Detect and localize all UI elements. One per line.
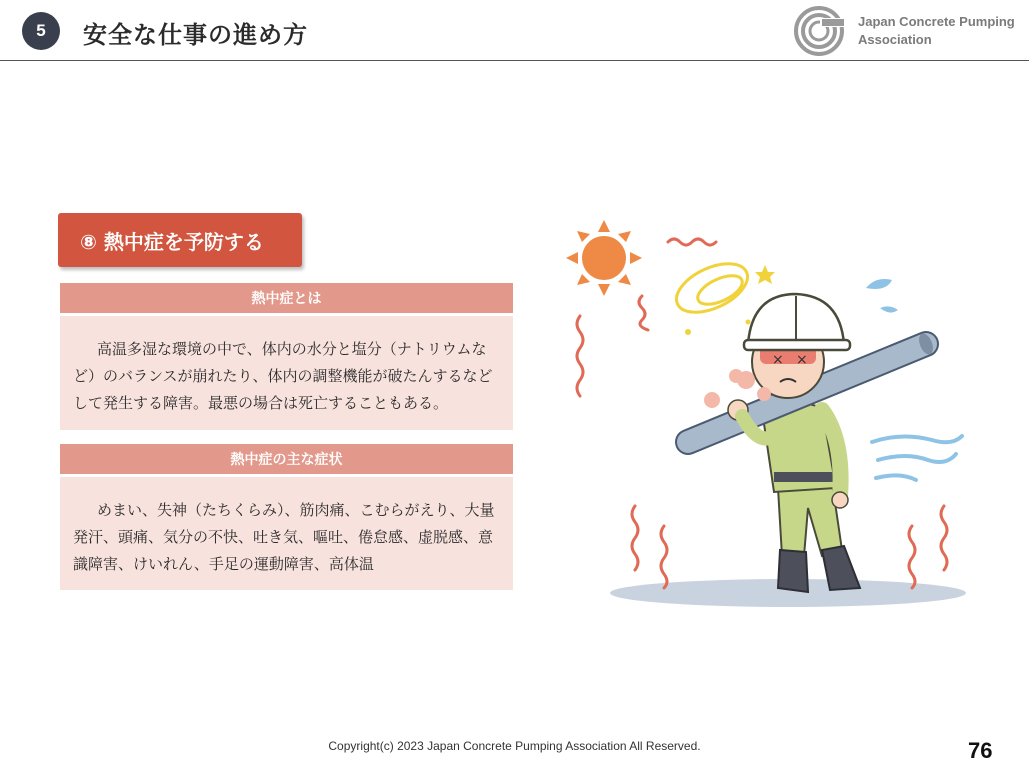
page-header (0, 0, 1029, 60)
org-line-1: Japan Concrete Pumping (858, 14, 1015, 29)
page-number: 76 (968, 738, 993, 763)
sweat-drops (866, 279, 898, 313)
symptoms-box-text: めまい、失神（たちくらみ）、筋肉痛、こむらがえり、大量発汗、頭痛、気分の不快、吐き気、嘔吐、倦怠感、虚脱感、意識障害、けいれん、手足の運動障害、高体温 (60, 477, 513, 590)
svg-text:×: × (796, 352, 808, 368)
organization-name (858, 13, 1028, 49)
sun-icon (566, 220, 642, 296)
left-boot (778, 550, 808, 592)
definition-box-title: 熱中症とは (60, 283, 513, 313)
copyright-footer: Copyright(c) 2023 Japan Concrete Pumping Association All Reserved. (328, 739, 701, 753)
section-number-badge: 5 (22, 12, 60, 50)
svg-text:×: × (772, 352, 784, 368)
section-heading: ⑧ 熱中症を予防する (58, 213, 302, 267)
header-divider (0, 60, 1029, 61)
right-boot (822, 546, 860, 590)
heatstroke-worker-illustration (560, 210, 980, 610)
heat-wisps (872, 436, 962, 480)
definition-box-text: 高温多湿な環境の中で、体内の水分と塩分（ナトリウムなど）のバランスが崩れたり、体内の調整機能が破たんするなどして発生する障害。最悪の場合は死亡することもある。 (60, 316, 513, 430)
helmet-icon (744, 294, 850, 350)
association-logo (792, 6, 848, 56)
page-title: 安全な仕事の進め方 (83, 21, 308, 49)
org-line-2: Association (858, 32, 932, 47)
dizzy-swirl (669, 254, 755, 322)
symptoms-box-title: 熱中症の主な症状 (60, 444, 513, 474)
